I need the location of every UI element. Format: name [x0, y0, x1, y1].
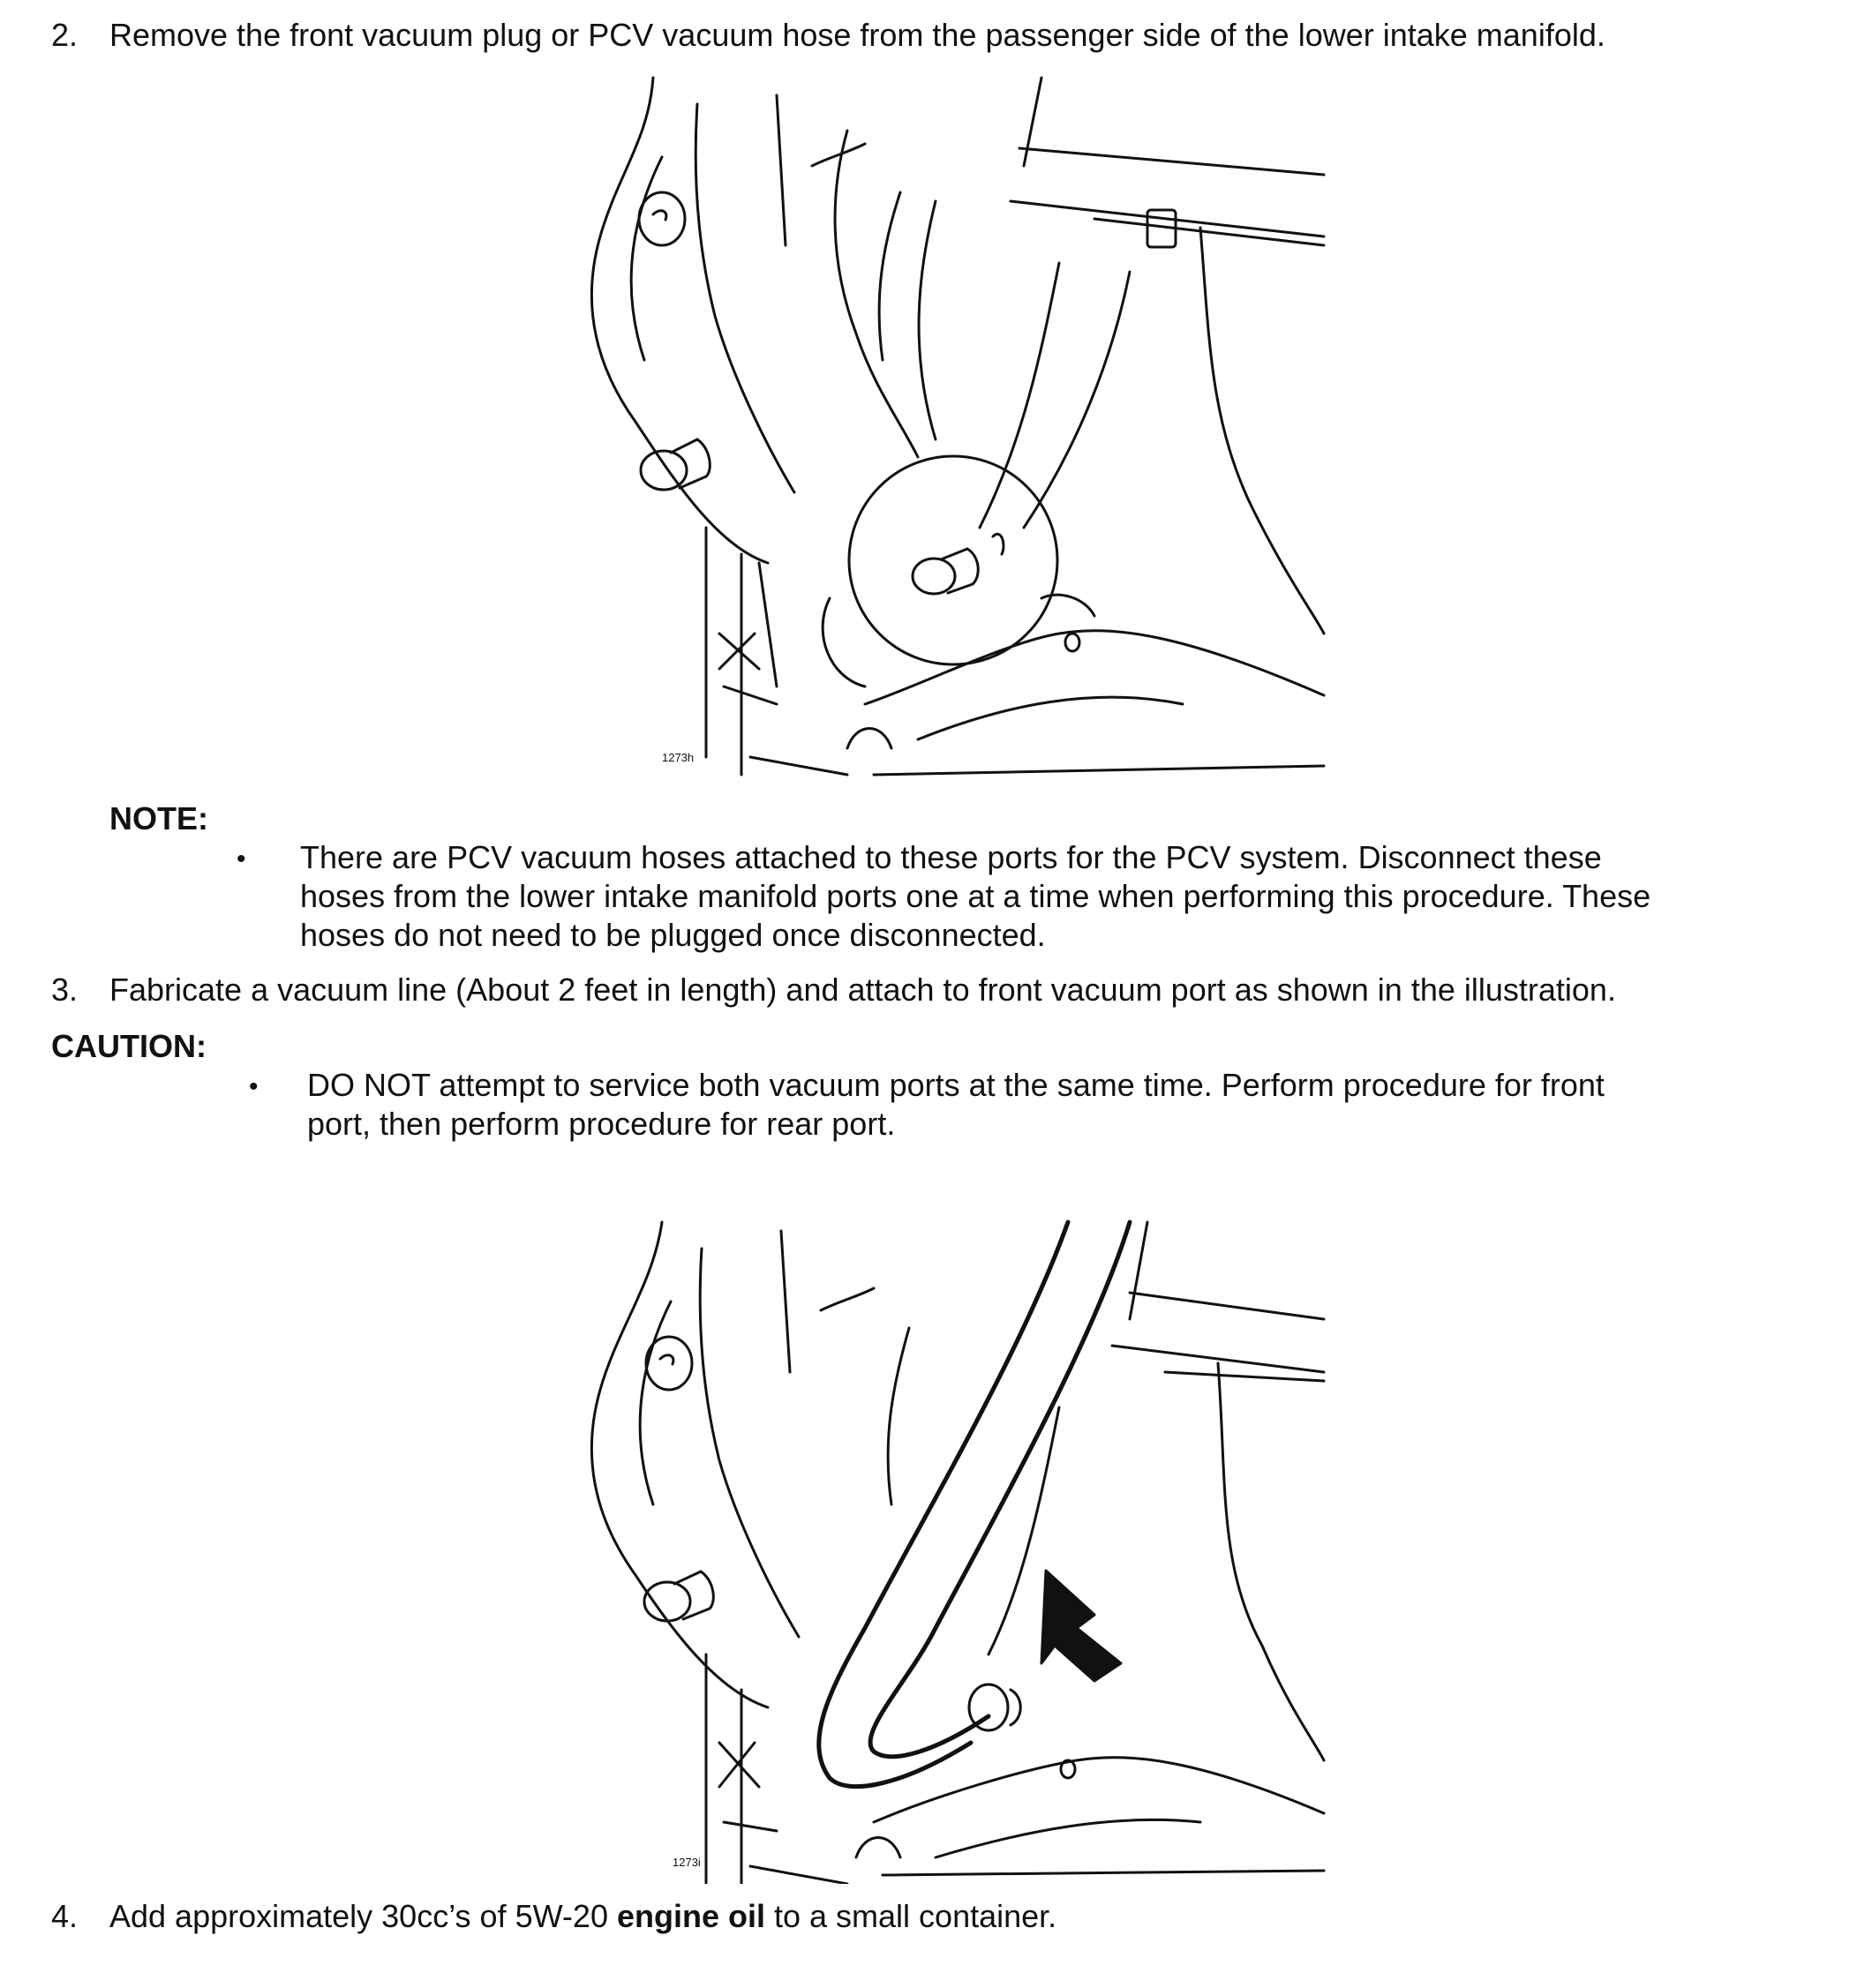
- caution-heading: CAUTION:: [51, 1028, 207, 1064]
- note-line-3: hoses do not need to be plugged once disconnected.: [300, 917, 1046, 953]
- figure-1: [565, 69, 1359, 784]
- step-2-number: 2.: [51, 17, 79, 53]
- note-heading: NOTE:: [109, 800, 208, 836]
- step-4-text-after: to a small container.: [764, 1898, 1057, 1934]
- caution-bullet: •: [249, 1072, 259, 1101]
- note-line-1: There are PCV vacuum hoses attached to these ports for the PCV system. Disconnect these: [300, 839, 1602, 875]
- note-bullet: •: [237, 844, 246, 874]
- step-4-number: 4.: [51, 1898, 79, 1934]
- figure-1-label: 1273h: [662, 751, 695, 764]
- step-4-text: [109, 1897, 1056, 1936]
- vacuum-line-attached-illustration: [565, 1213, 1359, 1884]
- intake-manifold-port-illustration: [565, 69, 1359, 784]
- step-4-text-bold: engine oil: [616, 1898, 765, 1934]
- caution-line-2: port, then perform procedure for rear port.: [307, 1106, 896, 1142]
- note-line-2: hoses from the lower intake manifold ports one at a time when performing this procedure. These: [300, 878, 1651, 914]
- caution-line-1: DO NOT attempt to service both vacuum ports at the same time. Perform procedure for front: [307, 1067, 1605, 1103]
- figure-2-label: 1273i: [673, 1856, 701, 1869]
- step-2-text: Remove the front vacuum plug or PCV vacuum hose from the passenger side of the lower intake manifold.: [109, 17, 1605, 53]
- figure-2: [565, 1213, 1359, 1884]
- step-3-text: Fabricate a vacuum line (About 2 feet in length) and attach to front vacuum port as shown in the illustration.: [109, 971, 1616, 1008]
- step-4-text-before: Add approximately 30cc’s of 5W-20: [109, 1898, 617, 1934]
- step-3-number: 3.: [51, 971, 79, 1008]
